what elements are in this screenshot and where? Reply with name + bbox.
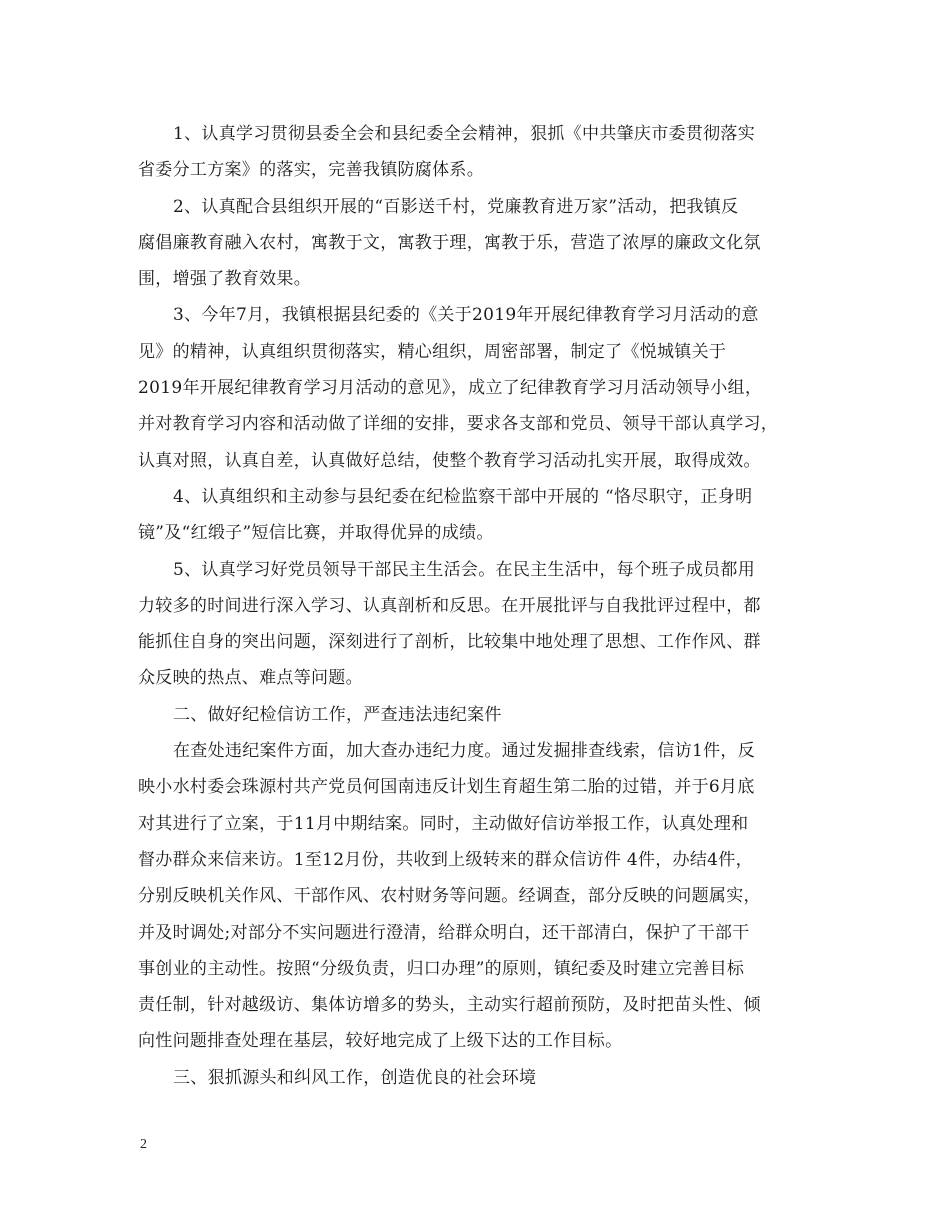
text-line: 2、认真配合县组织开展的“百影送千村，党廉教育进万家”活动，把我镇反 bbox=[173, 196, 739, 217]
text-line: 督办群众来信来访。1至12月份，共收到上级转来的群众信访件 4件，办结4件， bbox=[138, 849, 753, 870]
paragraph bbox=[138, 697, 828, 733]
paragraph bbox=[138, 189, 828, 298]
text-line: 4、认真组织和主动参与县纪委在纪检监察干部中开展的 “恪尽职守，正身明 bbox=[173, 486, 753, 507]
text-line: 事创业的主动性。按照“分级负责，归口办理”的原则，镇纪委及时建立完善目标 bbox=[138, 958, 745, 979]
text-line: 围，增强了教育效果。 bbox=[138, 269, 311, 290]
text-line: 映小水村委会珠源村共产党员何国南违反计划生育超生第二胎的过错，并于6月底 bbox=[138, 777, 755, 798]
paragraph bbox=[138, 479, 828, 552]
text-line: 能抓住自身的突出问题，深刻进行了剖析，比较集中地处理了思想、工作作风、群 bbox=[138, 632, 761, 653]
text-line: 见》的精神，认真组织贯彻落实，精心组织，周密部署，制定了《悦城镇关于 bbox=[138, 341, 727, 362]
text-line: 二、做好纪检信访工作，严查违法违纪案件 bbox=[173, 704, 502, 725]
text-line: 三、狠抓源头和纠风工作，创造优良的社会环境 bbox=[173, 1067, 537, 1088]
text-line: 省委分工方案》的落实，完善我镇防腐体系。 bbox=[138, 160, 484, 181]
text-line: 镜”及“红缎子”短信比赛，并取得优异的成绩。 bbox=[138, 523, 494, 544]
text-line: 认真对照，认真自差，认真做好总结，使整个教育学习活动扎实开展，取得成效。 bbox=[138, 450, 761, 471]
text-line: 腐倡廉教育融入农村，寓教于文，寓教于理，寓教于乐，营造了浓厚的廉政文化氛 bbox=[138, 232, 761, 253]
paragraph bbox=[138, 733, 828, 1060]
text-line: 5、认真学习好党员领导干部民主生活会。在民主生活中，每个班子成员都用 bbox=[173, 559, 756, 580]
text-line: 众反映的热点、难点等问题。 bbox=[138, 668, 363, 689]
text-line: 在查处违纪案件方面，加大查办违纪力度。通过发掘排查线索，信访1件，反 bbox=[173, 741, 756, 762]
text-line: 并及时调处;对部分不实问题进行澄清，给群众明白，还干部清白，保护了干部干 bbox=[138, 922, 750, 943]
text-line: 分别反映机关作风、干部作风、农村财务等问题。经调查，部分反映的问题属实， bbox=[138, 886, 761, 907]
text-line: 2019年开展纪律教育学习月活动的意见》，成立了纪律教育学习月活动领导小组， bbox=[138, 378, 763, 399]
paragraph bbox=[138, 552, 828, 697]
page-number: 2 bbox=[140, 1137, 147, 1152]
paragraph bbox=[138, 116, 828, 189]
paragraph bbox=[138, 1060, 828, 1096]
text-line: 并对教育学习内容和活动做了详细的安排，要求各支部和党员、领导干部认真学习， bbox=[138, 414, 779, 435]
text-line: 3、今年7月，我镇根据县纪委的《关于2019年开展纪律教育学习月活动的意 bbox=[173, 305, 759, 326]
text-line: 力较多的时间进行深入学习、认真剖析和反思。在开展批评与自我批评过程中，都 bbox=[138, 595, 761, 616]
text-line: 对其进行了立案，于11月中期结案。同时，主动做好信访举报工作，认真处理和 bbox=[138, 813, 749, 834]
text-line: 责任制，针对越级访、集体访增多的势头，主动实行超前预防，及时把苗头性、倾 bbox=[138, 995, 761, 1016]
text-line: 1、认真学习贯彻县委全会和县纪委全会精神，狠抓《中共肇庆市委贯彻落实 bbox=[173, 124, 756, 144]
paragraph bbox=[138, 297, 828, 478]
text-line: 向性问题排查处理在基层，较好地完成了上级下达的工作目标。 bbox=[138, 1031, 623, 1052]
document-body bbox=[138, 116, 828, 1096]
